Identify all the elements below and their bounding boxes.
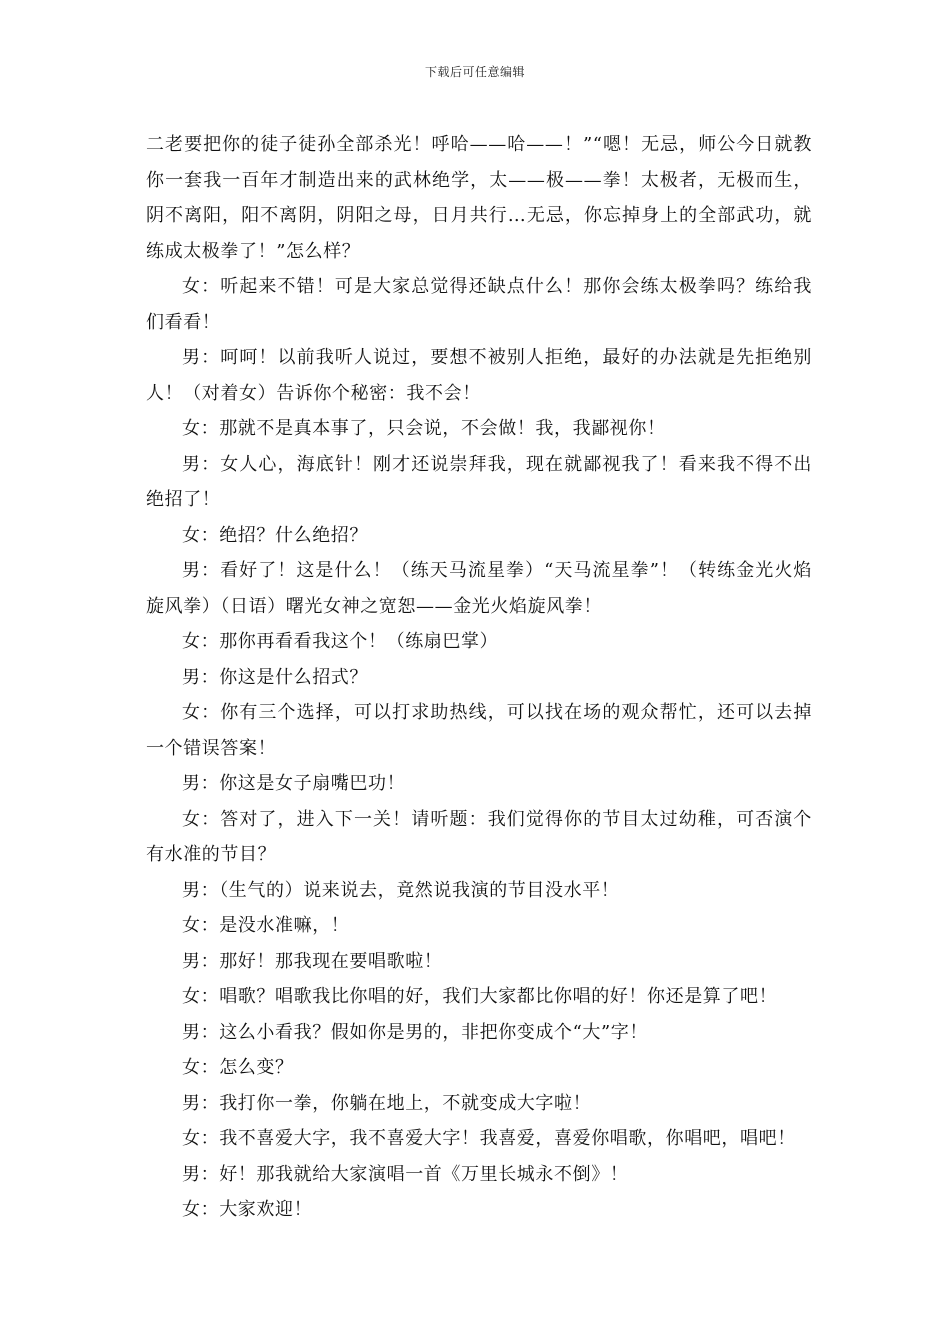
paragraph: 女：怎么变？ [182, 1057, 294, 1078]
paragraph: 女：你有三个选择，可以打求助热线，可以找在场的观众帮忙，还可以去掉一个错误答案！ [146, 702, 812, 759]
paragraph: 女：绝招？什么绝招？ [182, 524, 368, 546]
paragraph: 男：你这是女子扇嘴巴功！ [182, 773, 406, 794]
paragraph: 男：你这是什么招式？ [182, 666, 368, 688]
paragraph: 男：（生气的）说来说去，竟然说我演的节目没水平！ [182, 879, 620, 901]
paragraph: 男：女人心，海底针！刚才还说崇拜我，现在就鄙视我了！看来我不得不出绝招了！ [146, 453, 812, 510]
paragraph: 男：我打你一拳，你躺在地上，不就变成大字啦！ [182, 1092, 592, 1114]
paragraph: 女：我不喜爱大字，我不喜爱大字！我喜爱，喜爱你唱歌，你唱吧，唱吧！ [182, 1128, 796, 1149]
paragraph: 男：好！那我就给大家演唱一首《万里长城永不倒》！ [182, 1163, 629, 1185]
paragraph: 男：这么小看我？假如你是男的，非把你变成个“大”字！ [182, 1021, 649, 1043]
paragraph: 男：呵呵！以前我听人说过，要想不被别人拒绝，最好的办法就是先拒绝别人！（对着女）告诉你个秘密：我不会！ [146, 347, 812, 404]
paragraph: 男：看好了！这是什么！（练天马流星拳）“天马流星拳”！（转练金光火焰旋风拳）（日语）曙光女神之宽恕——金光火焰旋风拳！ [146, 560, 812, 617]
paragraph: 女：那就不是真本事了，只会说，不会做！我，我鄙视你！ [182, 418, 666, 439]
paragraph: 女：大家欢迎！ [182, 1199, 313, 1220]
paragraph: 女：唱歌？唱歌我比你唱的好，我们大家都比你唱的好！你还是算了吧！ [182, 986, 778, 1007]
paragraph: 男：那好！那我现在要唱歌啦！ [182, 950, 443, 972]
paragraph: 女：那你再看看我这个！（练扇巴掌） [182, 631, 499, 652]
paragraph: 女：答对了，进入下一关！请听题：我们觉得你的节目太过幼稚，可否演个有水准的节目？ [146, 808, 812, 865]
document-body [146, 127, 812, 1228]
paragraph: 女：听起来不错！可是大家总觉得还缺点什么！那你会练太极拳吗？练给我们看看！ [146, 276, 812, 333]
paragraph: 二老要把你的徒子徒孙全部杀光！呼哈——哈——！”“嗯！无忌，师公今日就教你一套我一百年才制造出来的武林绝学，太——极——拳！太极者，无极而生，阴不离阳，阳不离阴，阴阳之母，日月共行…无忌，你忘掉身上的全部武功，就练成太极拳了！”怎么样？ [146, 134, 812, 262]
paragraph: 女：是没水准嘛，！ [182, 915, 350, 936]
page-header: 下载后可任意编辑 [424, 65, 525, 79]
